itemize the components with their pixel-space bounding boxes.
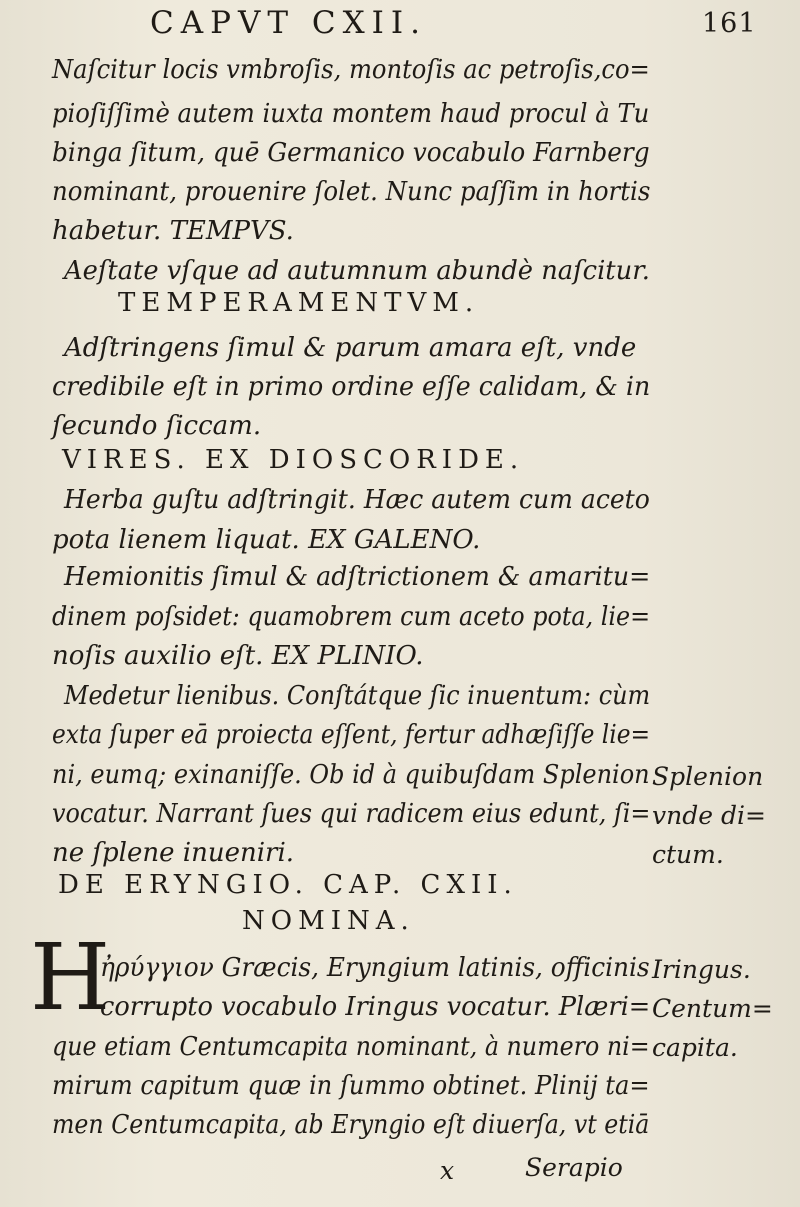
text-line-3: binga ſitum, quē Germanico vocabulo Farnberg [52, 138, 650, 168]
text-line-24: ἠρύγγιον Græcis, Eryngium latinis, officinis [100, 953, 650, 983]
text-line-13: pota lienem liquat. EX GALENO. [52, 525, 481, 555]
text-line-6: Aeſtate vſque ad autumnum abundè naſcitur. [64, 256, 650, 286]
margin-note-iringus: Iringus. [652, 955, 751, 984]
text-line-14: Hemionitis ſimul & adſtrictionem & amaritu= [64, 562, 651, 592]
margin-note-splenion: Splenion [652, 762, 764, 791]
text-line-12: Herba guſtu adſtringit. Hæc autem cum aceto [64, 485, 650, 515]
section-heading-nomina: NOMINA. [242, 906, 415, 936]
running-head: CAPVT CXII. [150, 5, 428, 41]
text-line-5: habetur. TEMPVS. [52, 216, 294, 246]
chapter-heading: DE ERYNGIO. CAP. CXII. [58, 870, 518, 900]
text-line-16: noſis auxilio eſt. EX PLINIO. [52, 641, 424, 671]
text-line-1: Naſcitur locis vmbroſis, montoſis ac petroſis,co= [52, 55, 650, 85]
text-line-27: mirum capitum quæ in ſummo obtinet. Plinij ta= [52, 1071, 650, 1101]
text-line-19: ni, eumq; exinaniſſe. Ob id à quibuſdam Splenion [52, 760, 650, 790]
text-line-9: credibile eſt in primo ordine eſſe calidam, & in [52, 372, 651, 402]
folio-number: 161 [702, 8, 757, 39]
text-line-15: dinem poſsidet: quamobrem cum aceto pota, lie= [52, 602, 651, 632]
signature-mark: x [440, 1156, 455, 1185]
text-line-28: men Centumcapita, ab Eryngio eſt diuerſa, vt etiā [52, 1110, 650, 1140]
text-line-8: Adſtringens ſimul & parum amara eſt, vnde [64, 333, 637, 363]
text-line-4: nominant, prouenire ſolet. Nunc paſſim in hortis [52, 177, 651, 207]
text-line-18: exta ſuper eā proiecta eſſent, fertur adhæſiſſe lie= [52, 720, 651, 750]
text-line-25: corrupto vocabulo Iringus vocatur. Plæri= [100, 992, 651, 1022]
margin-note-vnde-di: vnde di= [652, 801, 766, 830]
text-line-20: vocatur. Narrant ſues qui radicem eius edunt, ſi= [52, 799, 651, 829]
text-line-2: pioſiſſimè autem iuxta montem haud procul à Tu [52, 99, 650, 129]
text-line-10: ſecundo ſiccam. [52, 411, 262, 441]
text-line-17: Medetur lienibus. Conſtátque ſic inuentum: cùm [64, 681, 651, 711]
section-heading-temperamentum: TEMPERAMENTVM. [118, 288, 480, 318]
text-line-26: que etiam Centumcapita nominant, à numero ni= [52, 1032, 650, 1062]
margin-note-ctum: ctum. [652, 840, 724, 869]
section-heading-vires: VIRES. EX DIOSCORIDE. [62, 445, 525, 475]
catchword: Serapio [525, 1153, 623, 1182]
margin-note-capita: capita. [652, 1033, 738, 1062]
margin-note-centum: Centum= [652, 994, 773, 1023]
drop-cap-initial: H [30, 924, 111, 1031]
text-line-21: ne ſplene inueniri. [52, 838, 295, 868]
